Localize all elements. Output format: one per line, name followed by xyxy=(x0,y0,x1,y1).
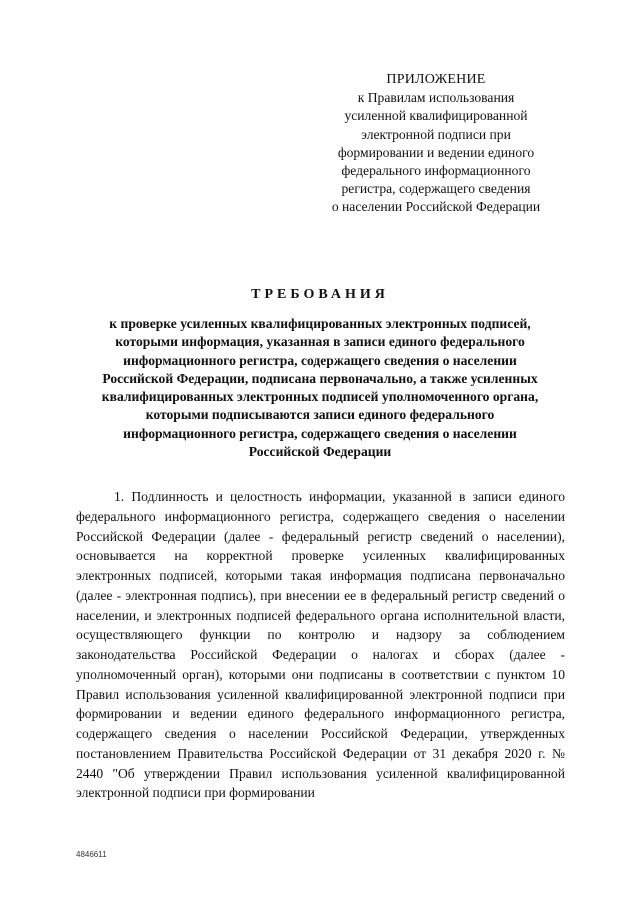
subtitle-line: информационного регистра, содержащего сведения о населении xyxy=(123,425,517,441)
appendix-line: усиленной квалифицированной xyxy=(344,108,528,124)
subtitle-line: информационного регистра, содержащего сведения о населении xyxy=(123,352,517,368)
document-title: ТРЕБОВАНИЯ xyxy=(251,287,389,302)
appendix-heading: ПРИЛОЖЕНИЕ xyxy=(386,72,486,87)
appendix-line: регистра, содержащего сведения xyxy=(341,181,531,197)
appendix-line: федерального информационного xyxy=(341,163,531,179)
appendix-block xyxy=(312,71,560,217)
appendix-line: к Правилам использования xyxy=(357,90,515,106)
appendix-line: электронной подписи при xyxy=(361,126,511,142)
appendix-line: о населении Российской Федерации xyxy=(331,199,541,215)
body-text xyxy=(76,487,565,803)
paragraph-1: 1. Подлинность и целостность информации, указанной в записи единого федерального информационного регистра, содержащего сведения о населении Российской Федерации (далее - федеральный регистр сведений о населении), основывается на корректной проверке усиленных квалифицированных электронных подписей, которыми такая информация подписана первоначально (далее - электронная подпись), при внесении ее в федеральный регистр сведений о населении, и электронных подписей федерального органа исполнительной власти, осуществляющего функции по контролю и надзору за соблюдением законодательства Российской Федерации о налогах и сборах (далее - уполномоченный орган), которыми они подписаны в соответствии с пунктом 10 Правил использования усиленной квалифицированной электронной подписи при формировании и ведении единого федерального информационного регистра, содержащего сведения о населении Российской Федерации, утвержденных постановлением Правительства Российской Федерации от 31 декабря 2020 г. № 2440 "Об утверждении Правил использования усиленной квалифицированной электронной подписи при формировании xyxy=(76,489,565,801)
subtitle-line: квалифицированных электронных подписей уполномоченного органа, xyxy=(101,389,539,405)
document-subtitle xyxy=(70,315,570,461)
subtitle-line: Российской Федерации xyxy=(248,444,392,460)
subtitle-line: которыми информация, указанная в записи единого федерального xyxy=(115,334,525,350)
subtitle-line: которыми подписываются записи единого федерального xyxy=(145,407,495,423)
subtitle-line: к проверке усиленных квалифицированных электронных подписей, xyxy=(109,316,531,331)
subtitle-line: Российской Федерации, подписана первоначально, а также усиленных xyxy=(102,370,538,386)
document-number: 4846611 xyxy=(76,850,107,859)
appendix-line: формировании и ведении единого xyxy=(337,144,535,160)
